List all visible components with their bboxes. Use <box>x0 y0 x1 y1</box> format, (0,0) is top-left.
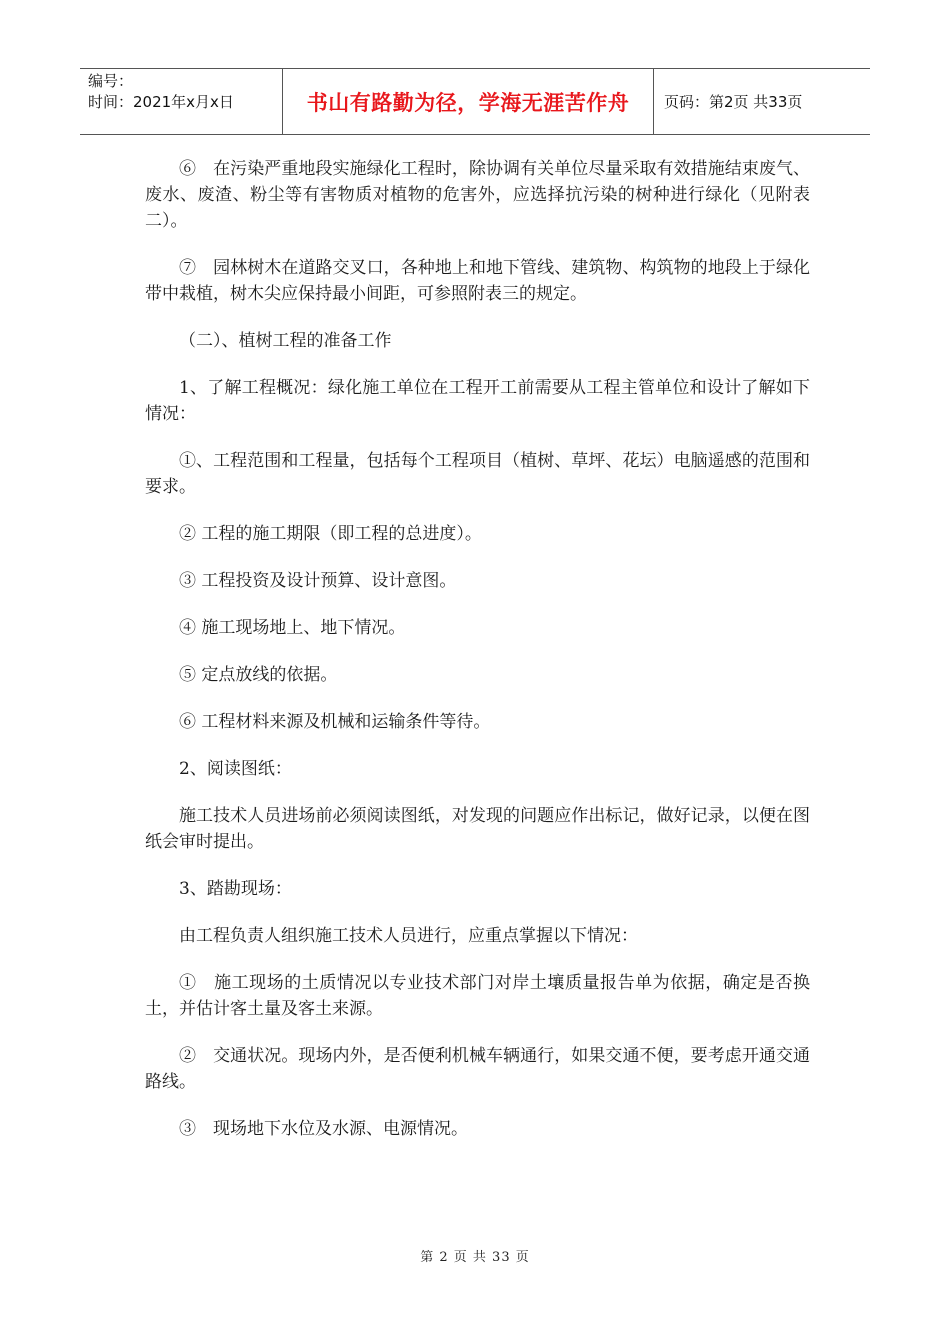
subsection-heading: 2、阅读图纸： <box>179 759 292 779</box>
header-page-info: 页码：第2页 共33页 <box>664 93 803 111</box>
document-date: 时间：2021年x月x日 <box>88 93 234 111</box>
subsection-heading: 3、踏勘现场： <box>179 879 292 899</box>
list-item: ② 交通状况。现场内外，是否便利机械车辆通行，如果交通不便，要考虑开通交通路线。 <box>145 1046 810 1092</box>
list-item: ④ 施工现场地上、地下情况。 <box>179 618 406 638</box>
document-code-label: 编号： <box>88 72 134 90</box>
document-header <box>80 68 870 135</box>
list-item: ⑥ 工程材料来源及机械和运输条件等待。 <box>179 712 491 732</box>
paragraph: 施工技术人员进场前必须阅读图纸，对发现的问题应作出标记，做好记录，以便在图纸会审时提出。 <box>145 806 810 852</box>
section-heading: （二）、植树工程的准备工作 <box>179 331 392 351</box>
paragraph: ①、工程范围和工程量，包括每个工程项目（植树、草坪、花坛）电脑遥感的范围和要求。 <box>145 451 810 497</box>
header-motto: 书山有路勤为径，学海无涯苦作舟 <box>283 69 654 134</box>
header-meta <box>80 69 283 134</box>
list-item: ③ 工程投资及设计预算、设计意图。 <box>179 571 457 591</box>
list-item: ⑤ 定点放线的依据。 <box>179 665 338 685</box>
paragraph: ⑥ 在污染严重地段实施绿化工程时，除协调有关单位尽量采取有效措施结束废气、废水、废渣、粉尘等有害物质对植物的危害外，应选择抗污染的树种进行绿化（见附表二）。 <box>145 159 810 231</box>
document-body <box>145 156 810 1163</box>
paragraph: 1、了解工程概况：绿化施工单位在工程开工前需要从工程主管单位和设计了解如下情况： <box>145 378 810 424</box>
paragraph: ⑦ 园林树木在道路交叉口，各种地上和地下管线、建筑物、构筑物的地段上于绿化带中栽植，树木尖应保持最小间距，可参照附表三的规定。 <box>145 258 810 304</box>
list-item: ③ 现场地下水位及水源、电源情况。 <box>179 1119 468 1139</box>
list-item: ② 工程的施工期限（即工程的总进度）。 <box>179 524 482 544</box>
paragraph: 由工程负责人组织施工技术人员进行，应重点掌握以下情况： <box>179 926 638 946</box>
list-item: ① 施工现场的土质情况以专业技术部门对岸土壤质量报告单为依据，确定是否换土，并估计客土量及客土来源。 <box>145 973 810 1019</box>
page-footer: 第 2 页 共 33 页 <box>420 1250 530 1265</box>
